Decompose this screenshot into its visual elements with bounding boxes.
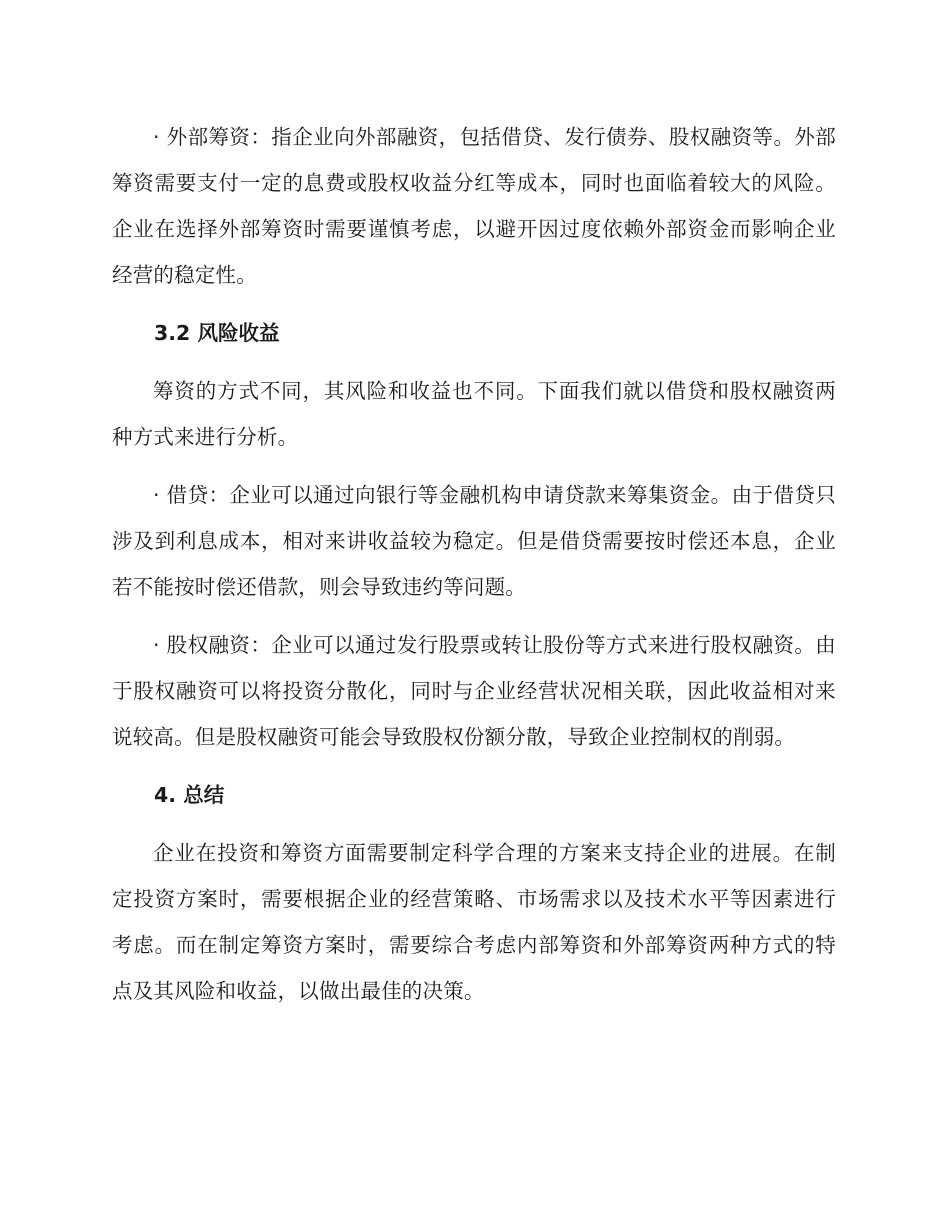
section-heading-risk-return: 3.2 风险收益 (154, 321, 280, 345)
document-body (112, 114, 836, 1014)
paragraph-spacer (112, 460, 836, 472)
paragraph-equity: · 股权融资：企业可以通过发行股票或转让股份等方式来进行股权融资。由于股权融资可以将投资分散化，同时与企业经营状况相关联，因此收益相对来说较高。但是股权融资可能会导致股权份额分散，导致企业控制权的削弱。 (112, 633, 836, 749)
section-heading-conclusion: 4. 总结 (154, 783, 225, 807)
paragraph-spacer (112, 610, 836, 622)
paragraph-summary: 企业在投资和筹资方面需要制定科学合理的方案来支持企业的进展。在制定投资方案时，需要根据企业的经营策略、市场需求以及技术水平等因素进行考虑。而在制定筹资方案时，需要综合考虑内部筹资和外部筹资两种方式的特点及其风险和收益，以做出最佳的决策。 (112, 841, 836, 1003)
paragraph-risk-intro: 筹资的方式不同，其风险和收益也不同。下面我们就以借贷和股权融资两种方式来进行分析。 (112, 379, 836, 449)
paragraph-external-financing: · 外部筹资：指企业向外部融资，包括借贷、发行债券、股权融资等。外部筹资需要支付一定的息费或股权收益分红等成本，同时也面临着较大的风险。企业在选择外部筹资时需要谨慎考虑，以避开因过度依赖外部资金而影响企业经营的稳定性。 (112, 125, 836, 287)
paragraph-loan: · 借贷：企业可以通过向银行等金融机构申请贷款来筹集资金。由于借贷只涉及到利息成本，相对来讲收益较为稳定。但是借贷需要按时偿还本息，企业若不能按时偿还借款，则会导致违约等问题。 (112, 483, 836, 599)
paragraph-spacer (112, 356, 836, 368)
paragraph-spacer (112, 818, 836, 830)
paragraph-spacer (112, 760, 836, 772)
paragraph-spacer (112, 298, 836, 310)
